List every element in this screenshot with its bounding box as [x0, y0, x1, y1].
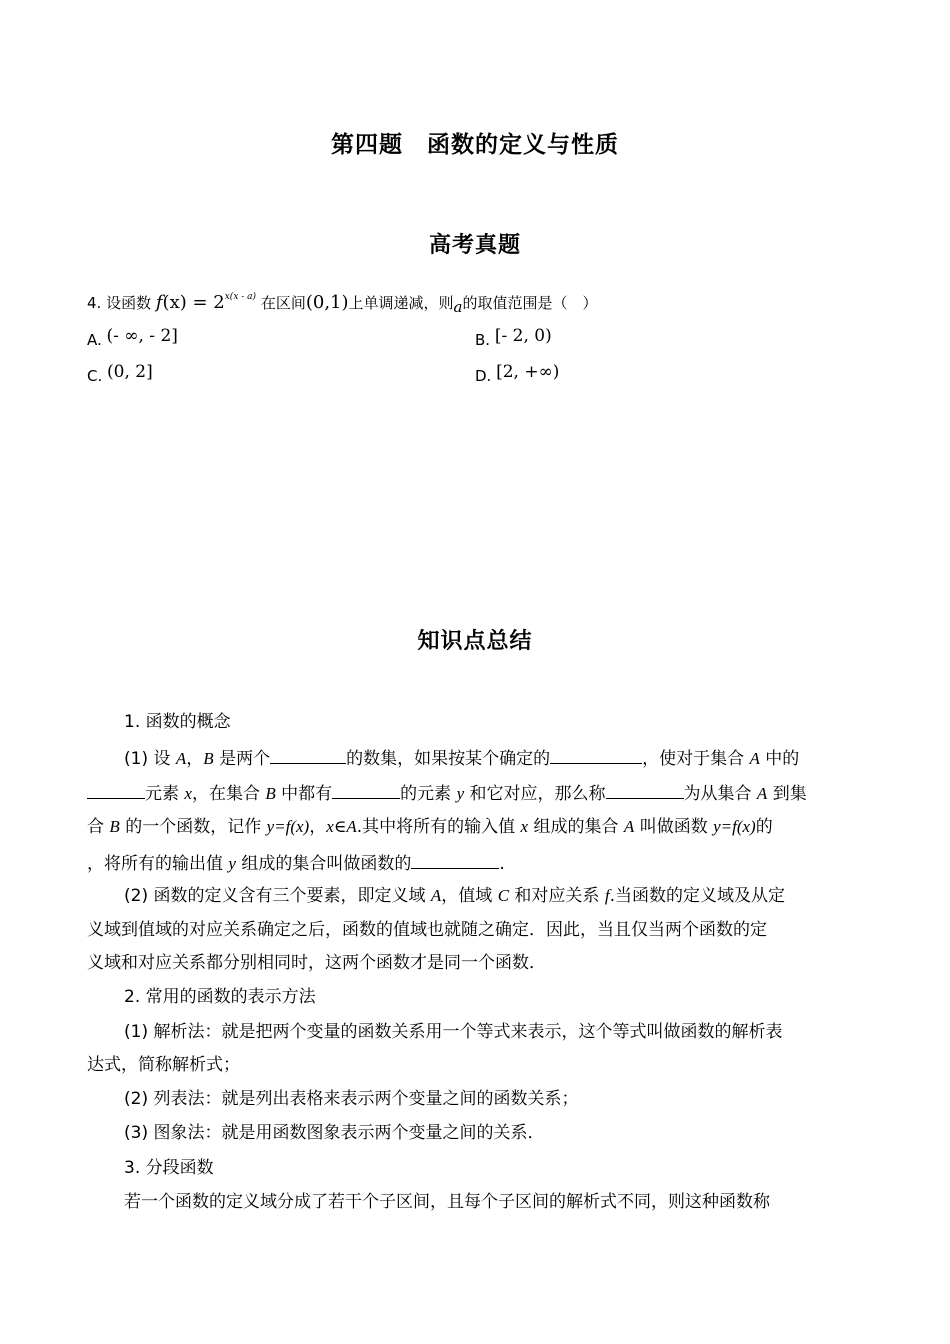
section-heading-summary: 知识点总结 [417, 629, 533, 654]
option-c [87, 362, 153, 386]
paragraph-line: (2) 函数的定义含有三个要素，即定义域 A，值域 C 和对应关系 f.当函数的定义域及从定 [124, 886, 785, 906]
fill-blank [550, 745, 642, 764]
paragraph-line: 义域到值域的对应关系确定之后，函数的值域也就随之确定．因此，当且仅当两个函数的定 [87, 920, 767, 940]
option-b-value: [- 2, 0) [494, 326, 552, 346]
option-c-letter: C. [87, 367, 103, 385]
fill-blank [270, 745, 346, 764]
paragraph-line: (1) 设 A，B 是两个 的数集，如果按某个确定的 ，使对于集合 A 中的 [124, 745, 904, 771]
fill-blank [332, 780, 400, 799]
option-d [475, 362, 560, 386]
fill-blank [411, 850, 499, 869]
option-d-value: [2, +∞) [496, 362, 560, 382]
func-name: f [155, 292, 163, 313]
option-c-value: (0, 2] [107, 362, 153, 382]
func-body: (x) = 2 [162, 292, 225, 313]
question-var-a: a [453, 298, 463, 316]
question-mid: 在区间 [260, 294, 306, 312]
subheading-representation: 2. 常用的函数的表示方法 [124, 987, 316, 1007]
paragraph-line: (1) 解析法：就是把两个变量的函数关系用一个等式来表示，这个等式叫做函数的解析表 [124, 1022, 783, 1042]
option-d-letter: D. [475, 367, 492, 385]
subheading-function-concept: 1. 函数的概念 [124, 712, 231, 732]
paragraph-line: (2) 列表法：就是列出表格来表示两个变量之间的函数关系； [124, 1089, 579, 1109]
option-a-value: (- ∞, - 2] [106, 326, 178, 346]
option-b-letter: B. [475, 331, 491, 349]
question-interval: (0,1) [305, 292, 349, 313]
option-a [87, 326, 178, 350]
fill-blank [606, 780, 684, 799]
paragraph-line: 义域和对应关系都分别相同时，这两个函数才是同一个函数． [87, 953, 546, 973]
option-b [475, 326, 552, 350]
paragraph-line: 元素 x，在集合 B 中都有 的元素 y 和它对应，那么称 为从集合 A 到集 [87, 780, 867, 806]
question-suffix1: 上单调递减，则 [348, 294, 454, 312]
question-4 [87, 292, 598, 316]
subheading-piecewise: 3. 分段函数 [124, 1158, 214, 1178]
paragraph-line: 若一个函数的定义域分成了若干个子区间，且每个子区间的解析式不同，则这种函数称 [124, 1192, 770, 1212]
section-heading-exam: 高考真题 [428, 233, 521, 258]
question-prefix: 4. 设函数 [87, 294, 152, 312]
func-exponent: x(x - a) [224, 292, 257, 302]
page-title: 第四题 函数的定义与性质 [331, 132, 619, 158]
paragraph-line: ，将所有的输出值 y 组成的集合叫做函数的 . [87, 850, 867, 876]
fill-blank [87, 780, 145, 799]
paragraph-line: 达式，简称解析式； [87, 1055, 240, 1075]
paragraph-line: 合 B 的一个函数，记作 y=f(x)，x∈A.其中将所有的输入值 x 组成的集合 A 叫做函数 y=f(x)的 [87, 817, 773, 837]
option-a-letter: A. [87, 331, 102, 349]
paragraph-line: (3) 图象法：就是用函数图象表示两个变量之间的关系． [124, 1123, 545, 1143]
question-suffix2: 的取值范围是（ ） [462, 294, 598, 312]
